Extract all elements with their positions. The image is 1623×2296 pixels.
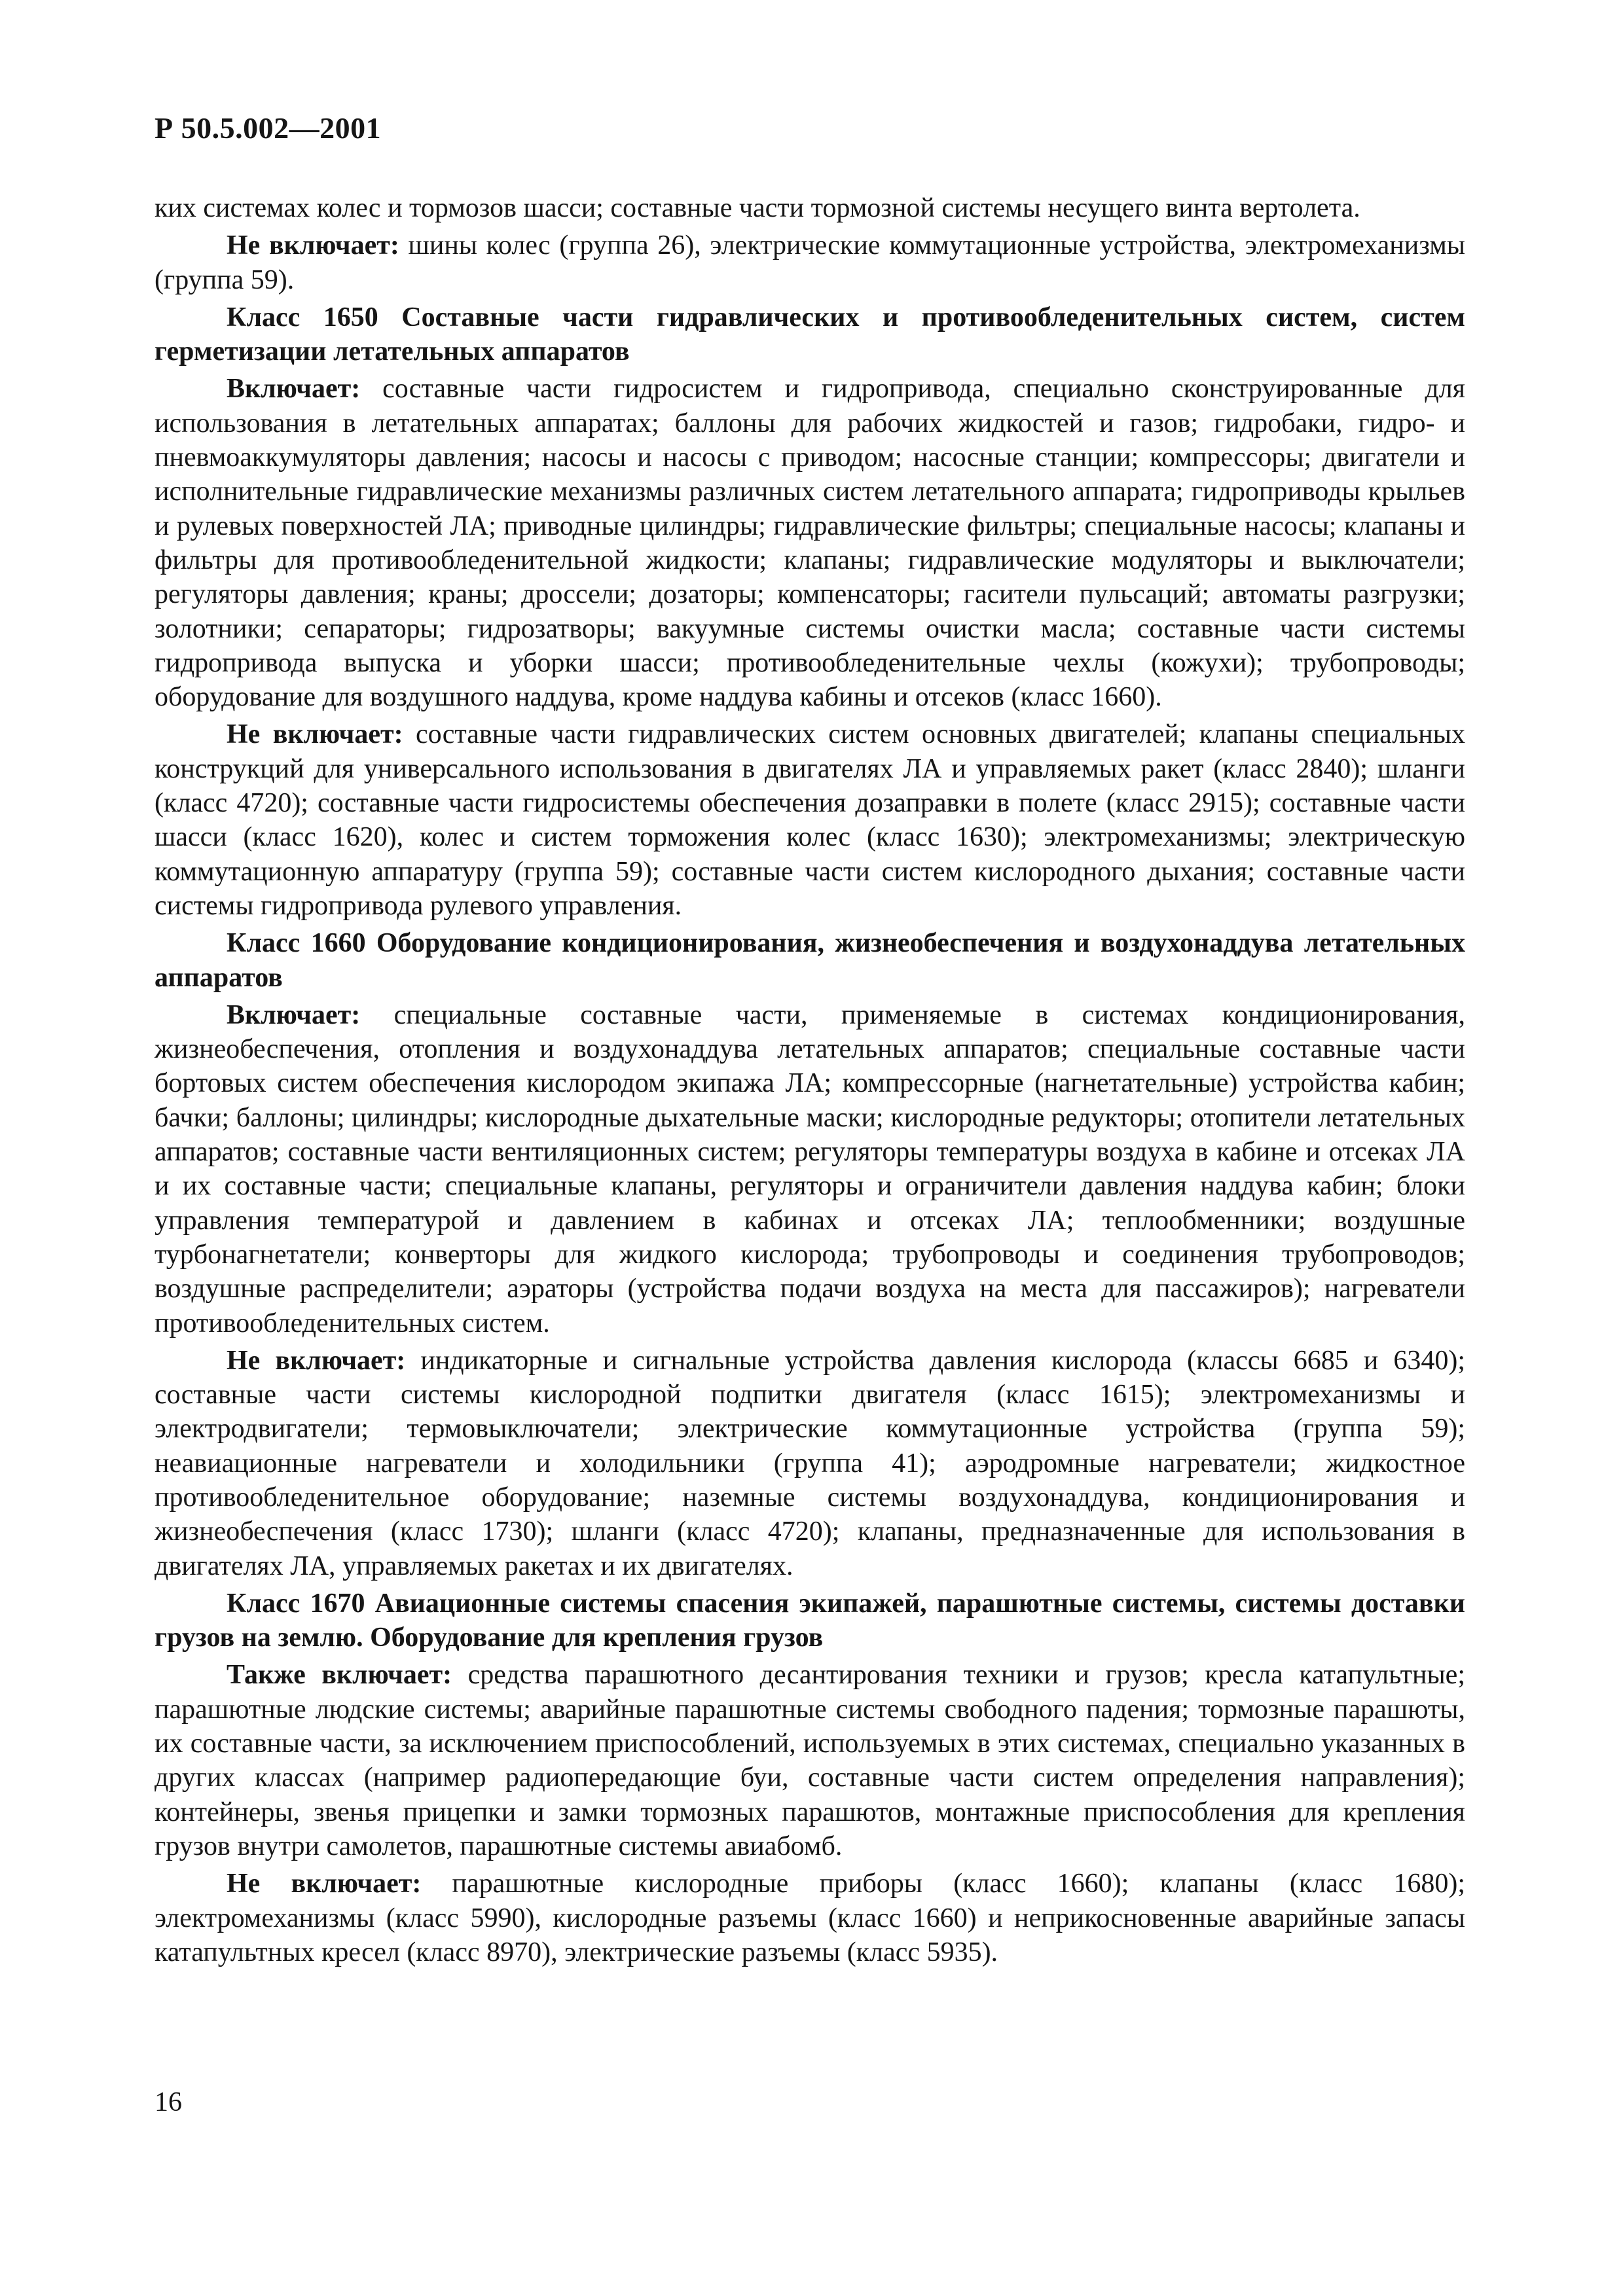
class-1670-heading: Класс 1670 Авиационные системы спасения экипажей, парашютные системы, системы доставки грузов на землю. Оборудование для крепления грузов — [155, 1588, 1465, 1653]
includes-label: Включает: — [227, 374, 361, 404]
paragraph-text: специальные составные части, применяемые в системах кондиционирования, жизнеобеспечения, отопления и воздухонаддува летательных аппаратов; специальные составные части бортовых систем обеспечения кислородом экипажа ЛА; компрессорные (нагнетательные) устройства кабин; бачки; баллоны; цилиндры; кислородные дыхательные маски; кислородные редукторы; отопители летательных аппаратов; составные части вентиляционных систем; регуляторы температуры воздуха в кабине и отсеках ЛА и их составные части; специальные клапаны, регуляторы и ограничители давления наддува кабин; блоки управления температурой и давлением в кабинах и отсеках ЛА; теплообменники; воздушные турбонагнетатели; конверторы для жидкого кислорода; трубопроводы и соединения трубопроводов; воздушные распределители; аэраторы (устройства подачи воздуха на места для пассажиров); нагреватели противообледенительных систем. — [155, 999, 1465, 1338]
paragraph-text: индикаторные и сигнальные устройства давления кислорода (классы 6685 и 6340); составные части системы кислородной подпитки двигателя (класс 1615); электромеханизмы и электродвигатели; термовыключатели; электрические коммутационные устройства (группа 59); неавиационные нагреватели и холодильники (группа 41); аэродромные нагреватели; жидкостное противообледенительное оборудование; наземные системы воздухонаддува, кондиционирования и жизнеобеспечения (класс 1730); шланги (класс 4720); клапаны, предназначенные для использования в двигателях ЛА, управляемых ракетах и их двигателях. — [155, 1345, 1465, 1581]
paragraph-text: парашютные кислородные приборы (класс 1660); клапаны (класс 1680); электромеханизмы (класс 5990), кислородные разъемы (класс 1660) и неприкосновенные аварийные запасы катапультных кресел (класс 8970), электрические разъемы (класс 5935). — [155, 1869, 1465, 1967]
page-number: 16 — [155, 2087, 182, 2117]
class-1670-also-includes — [155, 1658, 1465, 1863]
continuation-paragraph: ких системах колес и тормозов шасси; составные части тормозной системы несущего винта вертолета. — [155, 193, 1360, 223]
excludes-label: Не включает: — [227, 230, 399, 261]
document-body — [155, 191, 1465, 1973]
paragraph-text: средства парашютного десантирования техники и грузов; кресла катапультные; парашютные людские системы; аварийные парашютные системы свободного падения; тормозные парашюты, их составные части, за исключением приспособлений, используемых в этих системах, специально указанных в других классах (например радиопередающие буи, составные части систем определения направления); контейнеры, звенья прицепки и замки тормозных парашютов, монтажные приспособления для крепления грузов внутри самолетов, парашютные системы авиабомб. — [155, 1660, 1465, 1861]
class-1660-excludes — [155, 1344, 1465, 1583]
excludes-label: Не включает: — [227, 719, 403, 750]
also-includes-label: Также включает: — [227, 1660, 452, 1691]
class-1650-excludes — [155, 717, 1465, 923]
includes-label: Включает: — [227, 999, 361, 1030]
excludes-label: Не включает: — [227, 1869, 422, 1899]
excludes-label: Не включает: — [227, 1345, 406, 1376]
class-1660-includes — [155, 998, 1465, 1340]
class-1650-heading: Класс 1650 Составные части гидравлических и противообледенительных систем, систем герметизации летательных аппаратов — [155, 302, 1465, 367]
document-code-header: Р 50.5.002—2001 — [155, 111, 382, 145]
paragraph-text: составные части гидросистем и гидропривода, специально сконструированные для использования в летательных аппаратах; баллоны для рабочих жидкостей и газов; гидробаки, гидро- и пневмоаккумуляторы давления; насосы и насосы с приводом; насосные станции; компрессоры; двигатели и исполнительные гидравлические механизмы различных систем летательного аппарата; гидроприводы крыльев и рулевых поверхностей ЛА; приводные цилиндры; гидравлические фильтры; специальные насосы; клапаны и фильтры для противообледенительной жидкости; клапаны; гидравлические модуляторы и выключатели; регуляторы давления; краны; дроссели; дозаторы; компенсаторы; гасители пульсаций; автоматы разгрузки; золотники; сепараторы; гидрозатворы; вакуумные системы очистки масла; составные части системы гидропривода выпуска и уборки шасси; противообледенительные чехлы (кожухи); трубопроводы; оборудование для воздушного наддува, кроме наддува кабины и отсеков (класс 1660). — [155, 374, 1465, 713]
class-1660-heading: Класс 1660 Оборудование кондиционирования, жизнеобеспечения и воздухонаддува летательных аппаратов — [155, 928, 1465, 993]
paragraph-text: шины колес (группа 26), электрические коммутационные устройства, электромеханизмы (группа 59). — [155, 230, 1465, 295]
paragraph-excludes-prev-class — [155, 228, 1465, 297]
class-1650-includes — [155, 372, 1465, 714]
paragraph-text: составные части гидравлических систем основных двигателей; клапаны специальных конструкций для универсального использования в двигателях ЛА и управляемых ракет (класс 2840); шланги (класс 4720); составные части гидросистемы обеспечения дозаправки в полете (класс 2915); составные части шасси (класс 1620), колес и систем торможения колес (класс 1630); электромеханизмы; электрическую коммутационную аппаратуру (группа 59); составные части систем кислородного дыхания; составные части системы гидропривода рулевого управления. — [155, 719, 1465, 921]
class-1670-excludes — [155, 1867, 1465, 1969]
